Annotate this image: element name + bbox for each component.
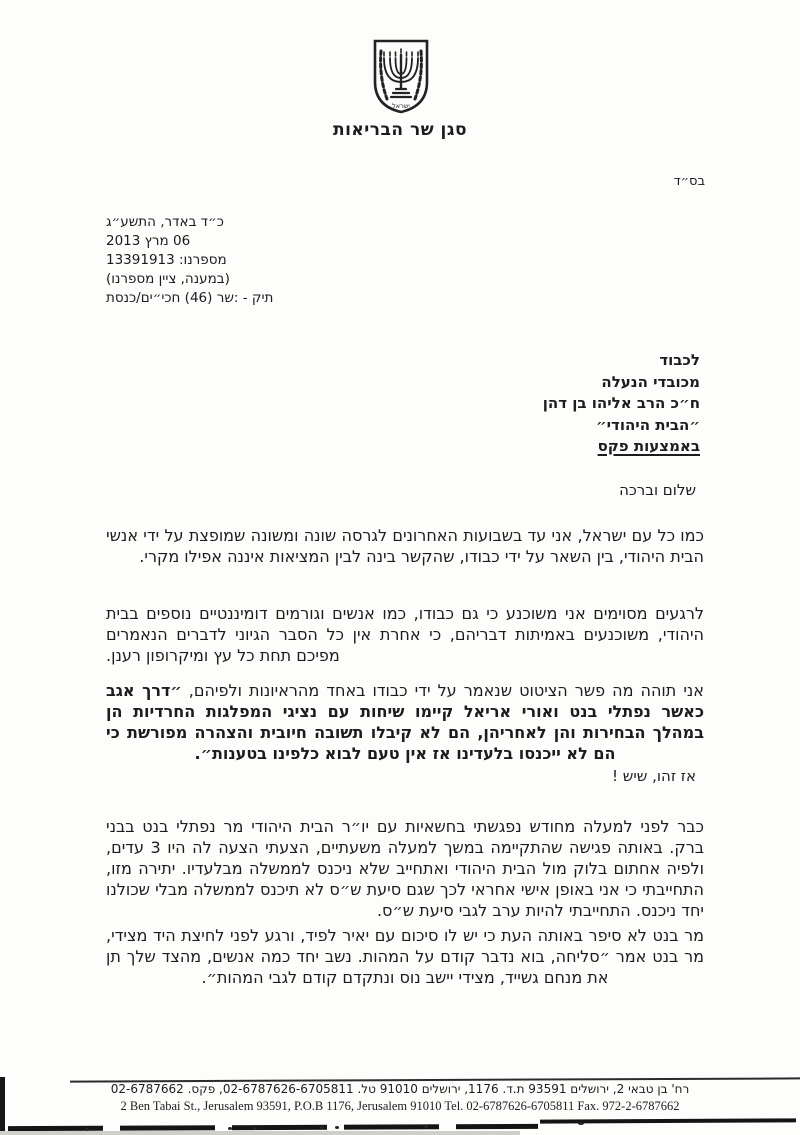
paragraph-3-intro: אני תוהה מה פשר הציטוט שנאמר על ידי כבודו באחד מהראיונות ולפיהם,: [181, 681, 704, 700]
body-paragraph-1: כמו כל עם ישראל, אני עד בשבועות האחרונים לגרסה שונה ומשונה שמופצת על ידי אנשי הבית היהודי, בין השאר על ידי כבודו, שהקשר בינה לבין המציאות איננה אפילו מקרי.: [106, 526, 704, 566]
addressee-party: ״הבית היהודי״: [595, 415, 700, 434]
footer-address-english: 2 Ben Tabai St., Jerusalem 93591, P.O.B 1176, Jerusalem 91010 Tel. 02-6787626-6705811 Fax. 972-2-6787662: [120, 1099, 680, 1113]
addressee-name: ח״כ הרב אליהו בן דהן: [542, 394, 700, 412]
paragraph-3-bold-quote: ״דרך אגב כאשר נפתלי בנט ואורי אריאל קיימו שיחות עם נציגי המפלגות החרדיות הן במהלך הבחירות והן לאחריהן, הם לא קיבלו תשובה חיובית והצהרה מפורשת כי הם לא ייכנסו בלעדינו אז אין טעם לבוא כלפינו בטענות״.: [106, 681, 704, 763]
addressee-block: [543, 350, 700, 458]
body-paragraph-3: [106, 680, 704, 764]
reference-block: [106, 213, 273, 308]
footer-address-hebrew: רח' בן טבאי 2, ירושלים 93591 ת.ד. 1176, ירושלים 91010 טל. 02-6787626-6705811, פקס. 02-6787662: [110, 1082, 690, 1096]
body-paragraph-5: מר בנט לא סיפר באותה העת כי יש לו סיכום עם יאיר לפיד, ורגע לפני לחיצת היד מצידי, מר בנט אמר ״סליחה, בוא נדבר קודם על המהות. נשב יחד כמה אנשים, מהצד שלך תן את מנחם גשייד, מצידי יישב נוס ונתקדם קודם לגבי המהות״.: [106, 926, 704, 987]
letterhead-title: סגן שר הבריאות: [332, 120, 468, 140]
via-fax-line: באמצעות פקס: [597, 437, 700, 455]
gregorian-date-line: 06 מרץ 2013: [106, 233, 191, 249]
scan-speck: [424, 1125, 428, 1128]
file-line: תיק - :שר (46) חכי״ים/כנסת: [106, 290, 274, 306]
bsd-mark: בס״ד: [673, 174, 705, 189]
scan-speck: [320, 1126, 324, 1129]
interjection-line: אז זהו, שיש !: [612, 767, 696, 785]
greeting-line: שלום וברכה: [619, 481, 696, 499]
israel-state-emblem-icon: [370, 37, 432, 117]
hebrew-date-line: כ״ד באדר, התשע״ג: [106, 214, 224, 230]
body-paragraph-2: לרגעים מסוימים אני משוכנע כי גם כבודו, כמו אנשים וגורמים דומיננטיים נוספים בבית היהודי, משוכנעים באמיתות דבריהם, כי אחרת אין כל הסבר הגיוני לדברים הנאמרים מפיכם תחת כל עץ ומיקרופון רענן.: [106, 604, 704, 665]
reply-note-line: (במענה, ציין מספרנו): [106, 271, 230, 287]
scan-speck: [228, 1127, 232, 1130]
scan-speck: [578, 1122, 584, 1125]
addressee-salutation: מכובדי הנעלה: [601, 372, 700, 391]
scan-speck: [253, 1127, 257, 1130]
scan-edge-artifact: [0, 1077, 5, 1135]
scan-speck: [335, 1126, 339, 1129]
scan-smudge-artifact: [0, 1131, 520, 1135]
scan-speck: [85, 1128, 89, 1131]
addressee-honorific: לכבוד: [659, 351, 700, 369]
body-paragraph-4: כבר לפני למעלה מחודש נפגשתי בחשאיות עם יו״ר הבית היהודי מר נפתלי בנט בבני ברק. באותה פגישה שהתקיימה במשך למעלה משעתיים, הצעתי הצעה לה היו 3 עדים, ולפיה אחתום בלוק מול הבית היהודי ואתחייב שלא ניכנס לממשלה מבלעדיו. יתירה מזו, התחייבתי כי אני באופן אישי אחראי לכך שגם סיעת ש״ס לא תיכנס לממשלה מבלי שכולנו יחד ניכנס. התחייבתי להיות ערב לגבי סיעת ש״ס.: [106, 817, 704, 920]
our-number-line: מספרנו: 13391913: [106, 252, 227, 268]
emblem-israel-label: ישראל: [392, 102, 410, 110]
